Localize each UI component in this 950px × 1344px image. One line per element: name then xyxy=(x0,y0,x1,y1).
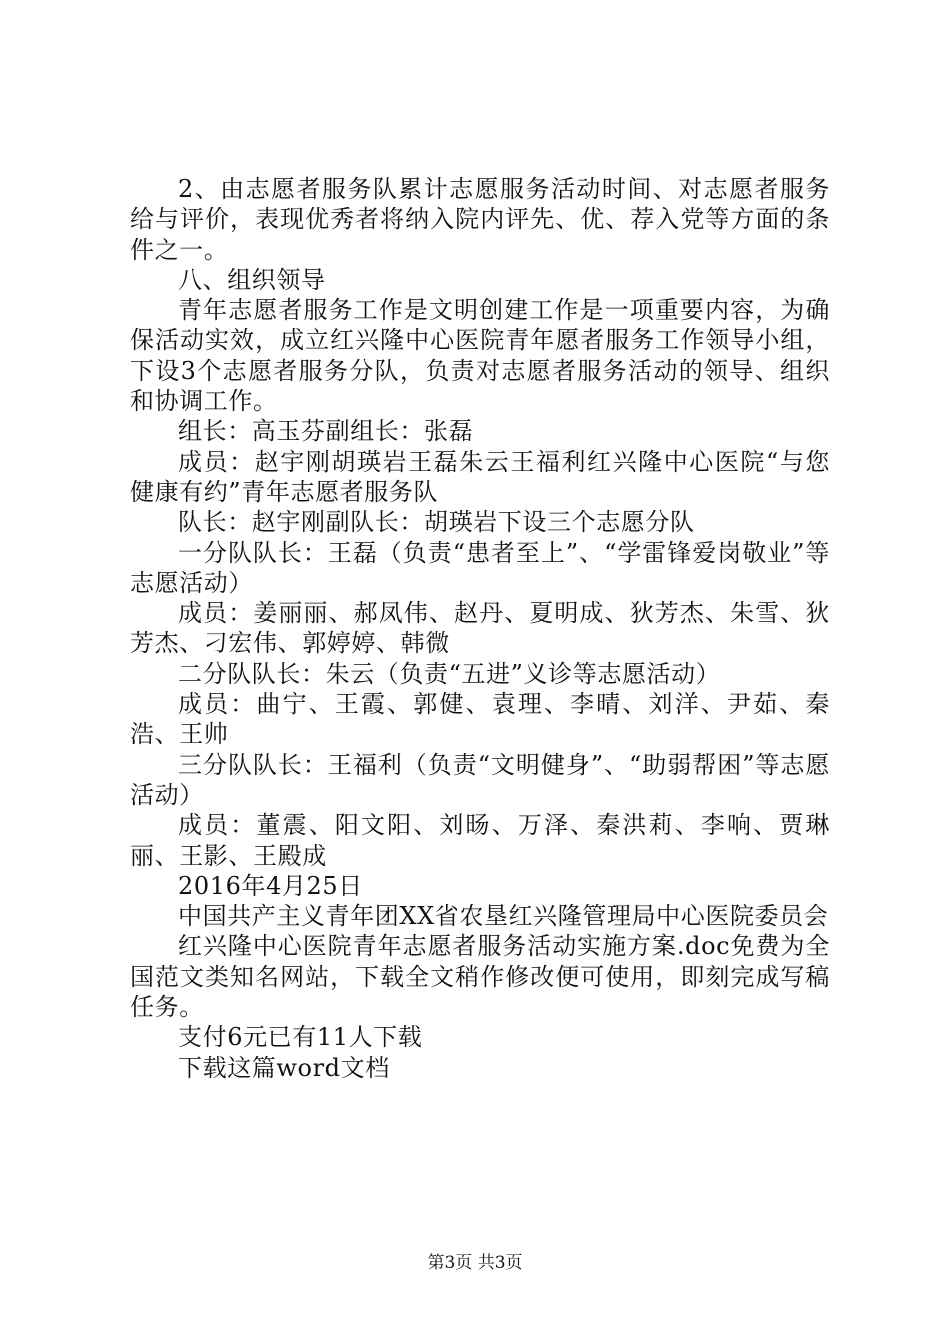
page-number-footer: 第3页 共3页 xyxy=(427,1253,523,1273)
document-body xyxy=(130,174,830,1083)
paragraph-issuer: 中国共产主义青年团XX省农垦红兴隆管理局中心医院委员会 xyxy=(178,902,829,931)
paragraph-squad-one-leader: 一分队队长：王磊（负责“患者至上”、“学雷锋爱岗敬业”等志愿活动） xyxy=(130,538,830,597)
paragraph-squad-three-members: 成员：董震、阳文阳、刘旸、万泽、秦洪莉、李响、贾琳丽、王影、王殿成 xyxy=(130,811,830,870)
paragraph-team-leader: 队长：赵宇刚副队长：胡瑛岩下设三个志愿分队 xyxy=(178,508,695,537)
paragraph-date: 2016年4月25日 xyxy=(178,871,363,900)
paragraph-group-leader: 组长：高玉芬副组长：张磊 xyxy=(178,417,474,446)
paragraph-squad-two-members: 成员：曲宁、王霞、郭健、袁理、李晴、刘洋、尹茹、秦浩、王帅 xyxy=(130,690,830,749)
paragraph-squad-three-leader: 三分队队长：王福利（负责“文明健身”、“助弱帮困”等志愿活动） xyxy=(130,750,830,809)
download-word-link[interactable]: 下载这篇word文档 xyxy=(178,1053,390,1082)
paragraph-evaluation: 2、由志愿者服务队累计志愿服务活动时间、对志愿者服务给与评价，表现优秀者将纳入院内评先、优、荐入党等方面的条件之一。 xyxy=(130,175,830,264)
section-heading-organization: 八、组织领导 xyxy=(178,265,326,294)
paragraph-squad-one-members: 成员：姜丽丽、郝凤伟、赵丹、夏明成、狄芳杰、朱雪、狄芳杰、刁宏伟、郭婷婷、韩微 xyxy=(130,599,830,658)
paragraph-leadership-group: 青年志愿者服务工作是文明创建工作是一项重要内容，为确保活动实效，成立红兴隆中心医院青年愿者服务工作领导小组，下设3个志愿者服务分队，负责对志愿者服务活动的领导、组织和协调工作。 xyxy=(130,296,830,416)
paragraph-squad-two-leader: 二分队队长：朱云（负责“五进”义诊等志愿活动） xyxy=(178,659,721,688)
download-pay-link[interactable]: 支付6元已有11人下载 xyxy=(178,1023,423,1052)
paragraph-site-promo: 红兴隆中心医院青年志愿者服务活动实施方案.doc免费为全国范文类知名网站，下载全文稍作修改便可使用，即刻完成写稿任务。 xyxy=(130,932,830,1022)
paragraph-group-members: 成员：赵宇刚胡瑛岩王磊朱云王福利红兴隆中心医院“与您健康有约”青年志愿者服务队 xyxy=(130,447,830,506)
